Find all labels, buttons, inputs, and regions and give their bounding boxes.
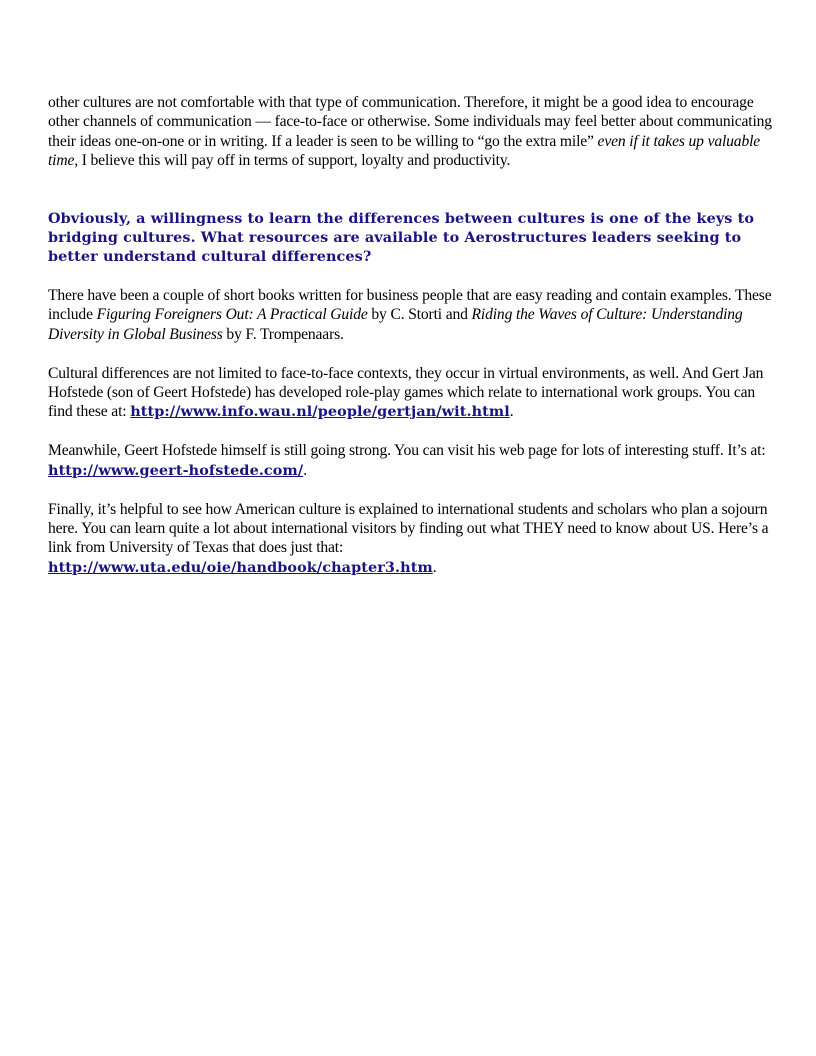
paragraph-virtual-environments	[48, 364, 772, 422]
book-title: Riding the Waves of Culture: Understanding Diversity in Global Business	[48, 306, 743, 343]
paragraph-text: .	[509, 403, 514, 421]
paragraph-text: .	[303, 461, 307, 479]
paragraph-text: Cultural differences are not limited to face-to-face contexts, they occur in virtual environments, as well. And Gert Jan Hofstede (son of Geert Hofstede) has developed role-play games which relate to international work groups. You can find these at:	[48, 364, 764, 421]
hofstede-games-link[interactable]: http://www.info.wau.nl/people/gertjan/wit.html	[130, 403, 510, 421]
paragraph-text: by F. Trompenaars.	[222, 325, 344, 343]
paragraph-text: There have been a couple of short books written for business people that are easy reading and contain examples. These include	[48, 286, 772, 324]
paragraph-emphasis: even if it takes up valuable time	[48, 132, 761, 170]
paragraph-text: .	[432, 558, 437, 576]
book-title: Figuring Foreigners Out: A Practical Guide	[96, 306, 368, 324]
paragraph-text: Meanwhile, Geert Hofstede himself is still going strong. You can visit his web page for lots of interesting stuff. It’s at:	[48, 442, 766, 460]
paragraph-text: Finally, it’s helpful to see how American culture is explained to international students and scholars who plan a sojourn here. You can learn quite a lot about international visitors by finding out what THEY need to know about US. Here’s a link from University of Texas that does just that:	[48, 500, 769, 557]
geert-hofstede-link[interactable]: http://www.geert-hofstede.com/	[48, 461, 304, 479]
interview-question: Obviously, a willingness to learn the differences between cultures is one of the keys to bridging cultures. What resources are available to Aerostructures leaders seeking to better understand cultural differences?	[48, 209, 755, 266]
paragraph-text: , I believe this will pay off in terms of support, loyalty and productivity.	[74, 152, 511, 170]
paragraph-text: by C. Storti and	[367, 306, 472, 324]
paragraph-american-culture	[48, 500, 772, 578]
uta-handbook-link[interactable]: http://www.uta.edu/oie/handbook/chapter3.htm	[48, 558, 433, 576]
document-page	[48, 93, 772, 577]
paragraph-communication-channels	[48, 93, 772, 171]
paragraph-geert-hofstede	[48, 441, 772, 480]
paragraph-text: other cultures are not comfortable with that type of communication. Therefore, it might be a good idea to encourage other channels of communication — face-to-face or otherwise. Some individuals may feel better about communicating their ideas one-on-one or in writing. If a leader is seen to be willing to “go the extra mile”	[48, 94, 772, 150]
paragraph-books	[48, 286, 772, 344]
